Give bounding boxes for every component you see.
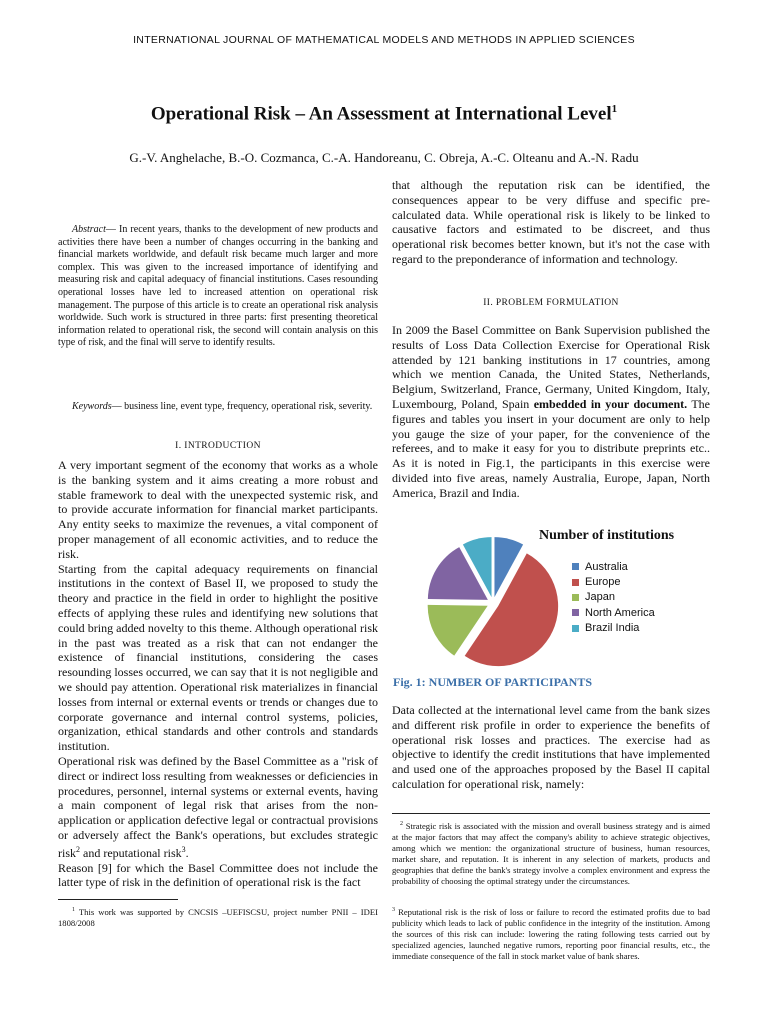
footnote-ref-3: 3 xyxy=(181,844,186,854)
right-p2-text-b: The figures and tables you insert in your document are only to help you gauge the size of your paper, for the convenience of the referees, and to make it easy for you to distribute preprints etc.. As it is noted in Fig.1, the participants in this exercise were divided into five areas, namely Australia, Europe, Japan, North America, Brazil and India. xyxy=(392,396,710,500)
legend-label: Brazil India xyxy=(585,622,640,635)
keywords-text: — business line, event type, frequency, operational risk, severity. xyxy=(111,401,373,412)
intro-paragraph-3 xyxy=(58,754,378,861)
legend-swatch xyxy=(572,579,579,586)
intro-paragraph-2: Starting from the capital adequacy requirements on financial institutions in the context of Basel II, we proposed to study the theory and practice in the field in order to highlight the positive effects of applying these rules and identifying new solutions that could bring added novelty to this theme. Although operational risk in the past was treated as a risk that can not endanger the existence of financial institutions, considering the cases resounding losses occurred, we can say that it is not negligible and we should pay attention. Operational risk materializes in financial losses from internal or external events or trends or changes due to corporate governance and internal control systems, policies, organization, ethical standards and other controls and standards institution. xyxy=(58,561,378,754)
intro-p3-text-b: and reputational risk xyxy=(80,845,182,860)
footnote-2 xyxy=(392,819,710,887)
legend-label: Europe xyxy=(585,576,621,589)
legend-label: North America xyxy=(585,606,655,619)
author-list: G.-V. Anghelache, B.-O. Cozmanca, C.-A. Handoreanu, C. Obreja, A.-C. Olteanu and A.-N. Radu xyxy=(129,150,639,165)
legend-item-brazil-india xyxy=(572,621,655,636)
journal-header: INTERNATIONAL JOURNAL OF MATHEMATICAL MODELS AND METHODS IN APPLIED SCIENCES xyxy=(133,34,635,46)
footnote-1-mark: 1 xyxy=(72,907,75,913)
figure-caption: Fig. 1: NUMBER OF PARTICIPANTS xyxy=(393,675,593,689)
abstract xyxy=(58,224,378,350)
footnote-2-text: Strategic risk is associated with the mission and overall business strategy and is aimed at the major factors that may affect the company's ability to achieve strategic objectives, among which we mention: the organizational structure of business, human resources, market share, and reputation. It is inherent in any selection of markets, products and geographies that define the bank's strategy involve a complex environment and express the probability of choosing the optimal strategy under the circumstances. xyxy=(392,820,710,886)
pie-chart xyxy=(408,527,578,677)
legend-swatch xyxy=(572,594,579,601)
introduction-body xyxy=(58,458,378,890)
legend-label: Australia xyxy=(585,560,628,573)
legend-item-japan xyxy=(572,590,655,605)
intro-p3-text-c: . xyxy=(185,845,189,860)
paper-title xyxy=(0,103,768,125)
legend-swatch xyxy=(572,563,579,570)
footnote-1 xyxy=(58,905,378,929)
legend-item-australia xyxy=(572,559,655,574)
title-text: Operational Risk – An Assessment at International Level xyxy=(150,103,612,125)
chart-legend xyxy=(572,559,655,636)
legend-swatch xyxy=(572,625,579,632)
right-paragraph-2 xyxy=(392,323,710,501)
keywords-label: Keywords xyxy=(72,401,112,412)
title-footnote-mark: 1 xyxy=(611,103,618,115)
right-p2-bold: embedded in your document. xyxy=(533,396,688,411)
legend-swatch xyxy=(572,609,579,616)
section-heading-problem-formulation: II. PROBLEM FORMULATION xyxy=(483,298,619,308)
intro-paragraph-1: A very important segment of the economy that works as a whole is the banking system and it aims creating a more robust and stable framework to deal with the unexpected systemic risk, and to provide accurate information for financial market participants. Any entity seeks to maximize the revenues, a vital component of proper management of all economic activities, and to reduce the risk. xyxy=(58,458,378,561)
legend-label: Japan xyxy=(585,591,615,604)
keywords xyxy=(58,401,378,414)
legend-item-north-america xyxy=(572,605,655,620)
right-p2-text-a: In 2009 the Basel Committee on Bank Supervision published the results of Loss Data Collection Exercise for Operational Risk attended by 121 banking institutions in 17 countries, among which we mention Canada, the United States, Netherlands, Belgium, Switzerland, France, Germany, United Kingdom, Italy, Luxembourg, Poland, Spain xyxy=(392,323,710,411)
footnote-rule-left xyxy=(58,899,178,900)
chart-title: Number of institutions xyxy=(539,528,675,543)
right-paragraph-1: that although the reputation risk can be identified, the consequences appear to be very diffuse and specific pre-calculated data. While operational risk is likely to be linked to causative factors and estimated to be discreet, and thus operational risk becomes better known, but it's not the case with regard to the preponderance of information and technology. xyxy=(392,178,710,266)
legend-item-europe xyxy=(572,574,655,589)
footnote-rule-right xyxy=(392,813,710,814)
footnote-3-text: Reputational risk is the risk of loss or failure to record the estimated profits due to bad publicity which leads to lack of public confidence in the integrity of the institution. Among the sources of this risk can include: lowering the rating following tests carried out by specialized agencies, launched negative rumors, reporting poor financial results, etc., the immediate consequence of the fall in stock market value of bank shares. xyxy=(392,906,710,961)
footnote-ref-2: 2 xyxy=(76,844,80,854)
footnote-1-text: This work was supported by CNCSIS –UEFISCSU, project number PNII – IDEI 1808/2008 xyxy=(58,906,378,928)
footnote-2-mark: 2 xyxy=(400,821,403,827)
intro-p3-text-a: Operational risk was defined by the Basel Committee as a "risk of direct or indirect loss resulting from weaknesses or deficiencies in procedures, personnel, internal systems or external events, having a main component of legal risk that arises from the non-application or application defective legal or contractual provisions or adversely affect the Bank's operations, but excludes strategic risk xyxy=(58,753,378,860)
abstract-text: — In recent years, thanks to the development of new products and activities there have been a number of changes occurring in the banking and financial markets worldwide, and default risk became much larger and more complex. This was given to the increased importance of identifying and measuring risk and capital adequacy of financial institutions. Cases resounding operational losses have led to increased attention on operational risk management. The purpose of this article is to create an operational risk analysis worldwide. Such work is structured in three parts: first presenting theoretical information related to operational risk, the second will contain analysis on this type of risk, and the final will serve to identify results. xyxy=(58,224,378,349)
abstract-label: Abstract xyxy=(72,224,106,235)
intro-paragraph-4: Reason [9] for which the Basel Committee does not include the latter type of risk in the definition of operational risk is the fact xyxy=(58,860,378,890)
right-paragraph-3: Data collected at the international level came from the bank sizes and different risk profile in order to experience the benefits of operational risk losses and practices. The exercise had as objective to identify the credit institutions that have implemented and used one of the approaches proposed by the Basel II capital calculation for operational risk, namely: xyxy=(392,703,710,791)
footnote-3 xyxy=(392,905,710,962)
footnote-3-mark: 3 xyxy=(392,907,395,913)
section-heading-introduction: I. INTRODUCTION xyxy=(175,441,261,451)
